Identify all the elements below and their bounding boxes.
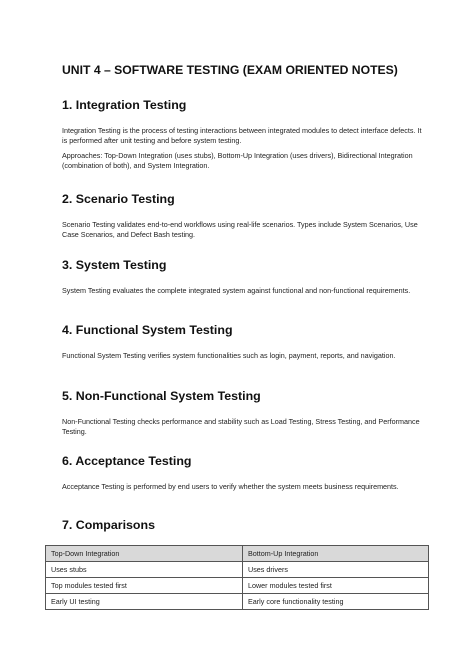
section-acceptance-testing bbox=[62, 454, 422, 498]
section-heading: 2. Scenario Testing bbox=[62, 192, 175, 206]
table-header-cell: Bottom-Up Integration bbox=[243, 546, 429, 562]
section-paragraph: Approaches: Top-Down Integration (uses stubs), Bottom-Up Integration (uses drivers), Bidirectional Integration (combination of both), and System Integration. bbox=[62, 151, 413, 170]
section-scenario-testing bbox=[62, 192, 422, 245]
document-title: UNIT 4 – SOFTWARE TESTING (EXAM ORIENTED NOTES) bbox=[62, 63, 398, 77]
table-header-row bbox=[46, 546, 429, 562]
section-paragraph: Acceptance Testing is performed by end users to verify whether the system meets business requirements. bbox=[62, 482, 399, 491]
section-heading: 6. Acceptance Testing bbox=[62, 454, 192, 468]
table-cell: Early core functionality testing bbox=[243, 594, 429, 610]
table-cell: Uses stubs bbox=[46, 562, 243, 578]
section-functional-system-testing bbox=[62, 323, 422, 367]
table-cell: Top modules tested first bbox=[46, 578, 243, 594]
section-paragraph: Scenario Testing validates end-to-end workflows using real-life scenarios. Types include System Scenarios, Use Case Scenarios, and Defect Bash testing. bbox=[62, 220, 418, 239]
section-integration-testing bbox=[62, 98, 422, 176]
table-cell: Early UI testing bbox=[46, 594, 243, 610]
section-paragraph: Non-Functional Testing checks performance and stability such as Load Testing, Stress Testing, and Performance Testing. bbox=[62, 417, 420, 436]
table-row bbox=[46, 562, 429, 578]
section-heading: 4. Functional System Testing bbox=[62, 323, 233, 337]
table-cell: Uses drivers bbox=[243, 562, 429, 578]
table-row bbox=[46, 578, 429, 594]
section-heading: 1. Integration Testing bbox=[62, 98, 187, 112]
table-row bbox=[46, 594, 429, 610]
table-header-cell: Top-Down Integration bbox=[46, 546, 243, 562]
section-heading: 7. Comparisons bbox=[62, 518, 155, 532]
section-paragraph: System Testing evaluates the complete integrated system against functional and non-functional requirements. bbox=[62, 286, 411, 295]
section-paragraph: Functional System Testing verifies system functionalities such as login, payment, reports, and navigation. bbox=[62, 351, 396, 360]
section-comparisons bbox=[62, 518, 422, 546]
comparison-table bbox=[45, 545, 429, 610]
section-heading: 3. System Testing bbox=[62, 258, 167, 272]
section-heading: 5. Non-Functional System Testing bbox=[62, 389, 261, 403]
section-paragraph: Integration Testing is the process of testing interactions between integrated modules to detect interface defects. It is performed after unit testing and before system testing. bbox=[62, 126, 422, 145]
section-system-testing bbox=[62, 258, 422, 302]
section-non-functional-system-testing bbox=[62, 389, 422, 442]
table-cell: Lower modules tested first bbox=[243, 578, 429, 594]
